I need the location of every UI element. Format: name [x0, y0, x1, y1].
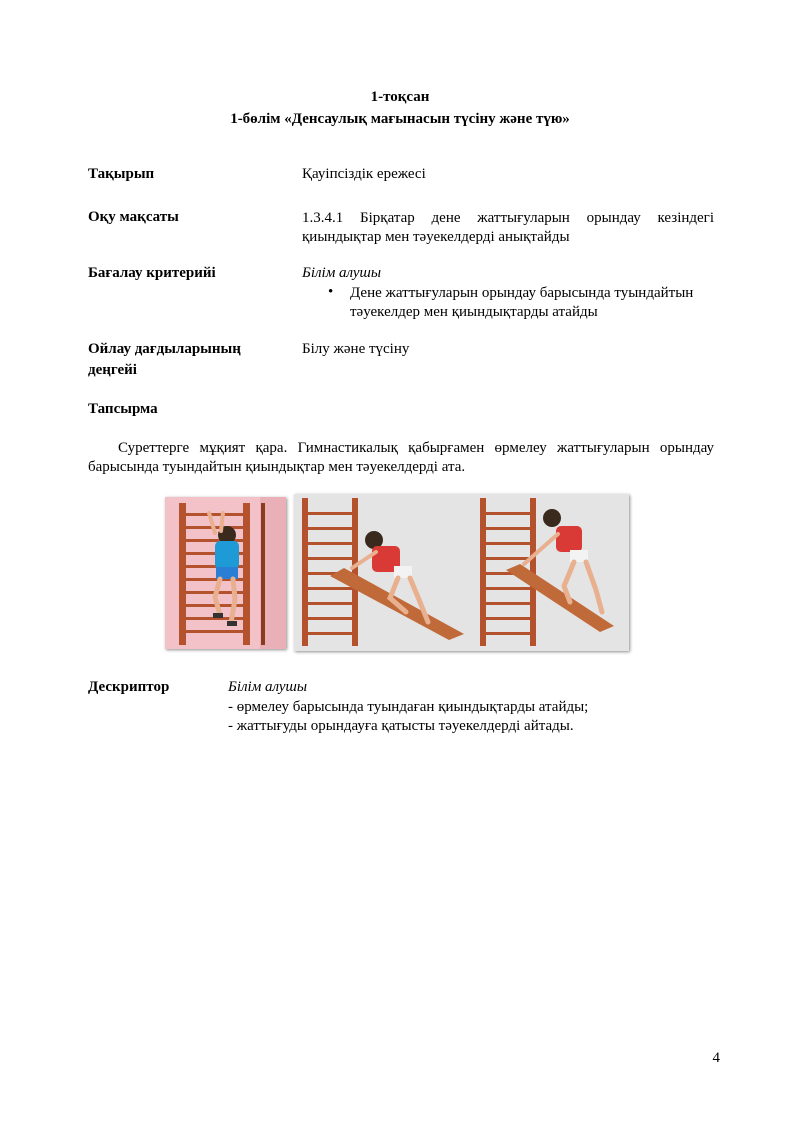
section-title: 1-бөлім «Денсаулық мағынасын түсіну және түю» — [230, 111, 570, 127]
descriptor-line-2: - жаттығуды орындауға қатысты тәуекелдерді айтады. — [228, 718, 574, 734]
task-text: Суреттерге мұқият қара. Гимнастикалық қабырғамен өрмелеу жаттығуларын орындау барысында туындайтын қиындықтар мен тәуекелдерді ата. — [88, 440, 714, 475]
criteria-intro: Білім алушы — [302, 265, 382, 281]
bullet-dot-icon: • — [328, 284, 334, 300]
objective-value: 1.3.4.1 Бірқатар дене жаттығуларын орындау кезіндегі қиындықтар мен тәуекелдерді анықтайды — [302, 210, 714, 245]
descriptor-intro: Білім алушы — [228, 679, 308, 695]
climbing-wall-picture-2 — [294, 494, 629, 651]
climbing-wall-picture-1 — [165, 497, 286, 649]
criteria-label: Бағалау критерийі — [88, 265, 216, 281]
descriptor-label: Дескриптор — [88, 679, 170, 695]
quarter-title: 1-тоқсан — [370, 89, 430, 105]
thinking-value: Білу және түсіну — [302, 341, 410, 357]
topic-label: Тақырып — [88, 166, 155, 182]
criteria-bullet: Дене жаттығуларын орындау барысында туындайтын тәуекелдер мен қиындықтарды атайды — [350, 285, 694, 320]
topic-value: Қауіпсіздік ережесі — [302, 166, 426, 182]
thinking-label-line2: деңгейі — [88, 362, 137, 378]
page-number: 4 — [712, 1050, 720, 1066]
task-label: Тапсырма — [88, 401, 158, 417]
objective-label: Оқу мақсаты — [88, 209, 179, 225]
descriptor-line-1: - өрмелеу барысында туындаған қиындықтарды атайды; — [228, 699, 589, 715]
thinking-label-line1: Ойлау дағдыларының — [88, 341, 241, 357]
